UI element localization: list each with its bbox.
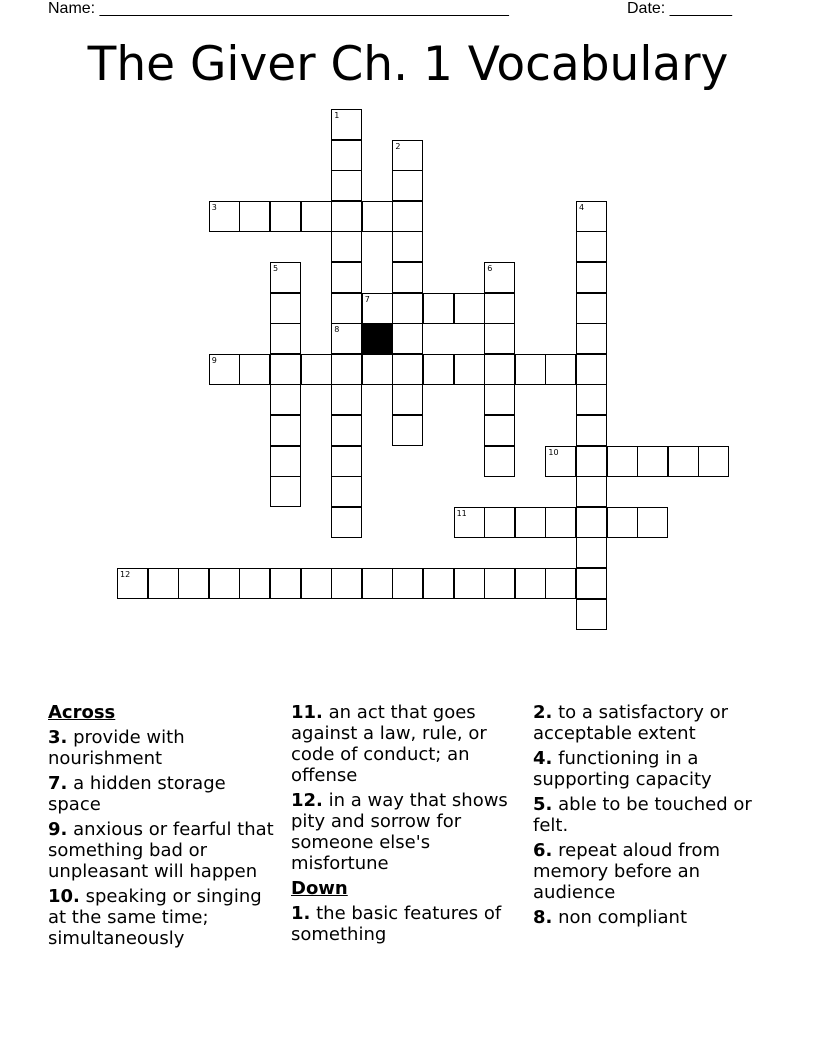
grid-cell[interactable] [270, 415, 301, 446]
grid-cell[interactable] [423, 293, 454, 324]
grid-cell[interactable] [576, 262, 607, 293]
grid-cell[interactable] [392, 568, 423, 599]
grid-cell[interactable] [392, 231, 423, 262]
clue-number-label: 3 [211, 202, 217, 212]
grid-cell[interactable] [576, 568, 607, 599]
clue-number-label: 10 [548, 447, 559, 457]
grid-cell[interactable] [545, 507, 576, 538]
grid-cell[interactable] [239, 354, 270, 385]
grid-cell[interactable] [270, 446, 301, 477]
down-heading: Down [291, 878, 348, 899]
grid-cell[interactable] [607, 446, 638, 477]
clue-text: a hidden storage space [48, 773, 226, 815]
clue-number-label: 9 [211, 355, 217, 365]
grid-cell[interactable] [545, 354, 576, 385]
clue-across-11 [291, 702, 521, 786]
clue-down-6 [533, 840, 768, 903]
black-square [362, 323, 393, 354]
clue-text: the basic features of something [291, 903, 502, 945]
grid-cell[interactable] [392, 323, 423, 354]
clue-column-2 [291, 702, 521, 949]
grid-cell[interactable] [392, 140, 423, 171]
grid-cell[interactable] [484, 415, 515, 446]
grid-cell[interactable] [484, 262, 515, 293]
clue-number-label: 11 [456, 508, 467, 518]
grid-cell[interactable] [331, 415, 362, 446]
clue-text: anxious or fearful that something bad or unpleasant will happen [48, 819, 274, 882]
grid-cell[interactable] [698, 446, 729, 477]
clue-number: 7. [48, 773, 68, 794]
clue-down-1 [291, 903, 521, 945]
grid-cell[interactable] [331, 140, 362, 171]
grid-cell[interactable] [239, 568, 270, 599]
grid-cell[interactable] [576, 384, 607, 415]
grid-cell[interactable] [576, 201, 607, 232]
grid-cell[interactable] [576, 446, 607, 477]
grid-cell[interactable] [576, 415, 607, 446]
clue-down-2 [533, 702, 768, 744]
grid-cell[interactable] [270, 568, 301, 599]
grid-cell[interactable] [392, 293, 423, 324]
grid-cell[interactable] [270, 384, 301, 415]
date-field-label[interactable]: Date: _______ [627, 0, 732, 17]
grid-cell[interactable] [392, 384, 423, 415]
grid-cell[interactable] [392, 415, 423, 446]
grid-cell[interactable] [484, 446, 515, 477]
clue-number-label: 2 [395, 141, 401, 151]
clue-down-8 [533, 907, 768, 928]
grid-cell[interactable] [270, 201, 301, 232]
grid-cell[interactable] [209, 354, 240, 385]
grid-cell[interactable] [454, 293, 485, 324]
clue-text: to a satisfactory or acceptable extent [533, 702, 729, 744]
clue-down-4 [533, 748, 768, 790]
clue-number: 12. [291, 790, 323, 811]
grid-cell[interactable] [484, 323, 515, 354]
grid-cell[interactable] [423, 354, 454, 385]
clue-number-label: 6 [487, 264, 493, 273]
grid-cell[interactable] [209, 201, 240, 232]
grid-cell[interactable] [392, 354, 423, 385]
grid-cell[interactable] [270, 476, 301, 507]
clue-across-3 [48, 727, 280, 769]
grid-cell[interactable] [301, 354, 332, 385]
grid-cell[interactable] [331, 354, 362, 385]
grid-cell[interactable] [576, 354, 607, 385]
grid-cell[interactable] [301, 201, 332, 232]
grid-cell[interactable] [454, 354, 485, 385]
grid-cell[interactable] [331, 231, 362, 262]
grid-cell[interactable] [331, 323, 362, 354]
grid-cell[interactable] [362, 293, 393, 324]
grid-cell[interactable] [454, 568, 485, 599]
grid-cell[interactable] [178, 568, 209, 599]
clue-text: repeat aloud from memory before an audience [533, 840, 720, 903]
grid-cell[interactable] [392, 201, 423, 232]
clue-number-label: 7 [364, 294, 370, 304]
grid-cell[interactable] [668, 446, 699, 477]
clue-text: functioning in a supporting capacity [533, 748, 712, 790]
clue-text: provide with nourishment [48, 727, 185, 769]
clue-text: an act that goes against a law, rule, or code of conduct; an offense [291, 702, 487, 786]
grid-cell[interactable] [484, 568, 515, 599]
clue-number: 5. [533, 794, 553, 815]
grid-cell[interactable] [484, 507, 515, 538]
grid-cell[interactable] [545, 568, 576, 599]
grid-cell[interactable] [515, 507, 546, 538]
clue-number: 8. [533, 907, 553, 928]
name-field-label[interactable]: Name: ______________________________________________ [48, 0, 509, 17]
clue-across-10 [48, 886, 280, 949]
across-heading: Across [48, 702, 116, 723]
grid-cell[interactable] [301, 568, 332, 599]
grid-cell[interactable] [576, 323, 607, 354]
grid-cell[interactable] [576, 599, 607, 630]
clue-text: speaking or singing at the same time; simultaneously [48, 886, 262, 949]
clue-number: 10. [48, 886, 80, 907]
clue-number-label: 1 [334, 111, 340, 120]
grid-cell[interactable] [331, 476, 362, 507]
clue-number: 9. [48, 819, 68, 840]
clue-number: 11. [291, 702, 323, 723]
grid-cell[interactable] [362, 354, 393, 385]
grid-cell[interactable] [576, 231, 607, 262]
grid-cell[interactable] [239, 201, 270, 232]
grid-cell[interactable] [331, 170, 362, 201]
grid-cell[interactable] [331, 568, 362, 599]
grid-cell[interactable] [576, 537, 607, 568]
grid-cell[interactable] [331, 446, 362, 477]
clue-number: 2. [533, 702, 553, 723]
clue-number: 1. [291, 903, 311, 924]
grid-cell[interactable] [545, 446, 576, 477]
clue-across-9 [48, 819, 280, 882]
grid-cell[interactable] [331, 293, 362, 324]
clue-text: non compliant [558, 907, 688, 928]
grid-cell[interactable] [454, 507, 485, 538]
grid-cell[interactable] [576, 293, 607, 324]
grid-cell[interactable] [331, 109, 362, 140]
grid-cell[interactable] [515, 568, 546, 599]
grid-cell[interactable] [117, 568, 148, 599]
grid-cell[interactable] [331, 384, 362, 415]
clue-number-label: 5 [273, 264, 279, 273]
page-title: The Giver Ch. 1 Vocabulary [87, 37, 729, 92]
grid-cell[interactable] [607, 507, 638, 538]
grid-cell[interactable] [392, 262, 423, 293]
grid-cell[interactable] [515, 354, 546, 385]
clue-number: 6. [533, 840, 553, 861]
grid-cell[interactable] [423, 568, 454, 599]
grid-cell[interactable] [576, 476, 607, 507]
clue-text: able to be touched or felt. [533, 794, 752, 836]
clue-number-label: 4 [579, 202, 585, 212]
clue-text: in a way that shows pity and sorrow for someone else's misfortune [291, 790, 508, 874]
grid-cell[interactable] [331, 201, 362, 232]
grid-cell[interactable] [484, 354, 515, 385]
clue-down-5 [533, 794, 768, 836]
clue-column-3 [533, 702, 768, 932]
grid-cell[interactable] [392, 170, 423, 201]
clue-across-7 [48, 773, 280, 815]
clue-number-label: 8 [334, 325, 340, 335]
clue-number-label: 12 [120, 570, 131, 579]
grid-cell[interactable] [331, 507, 362, 538]
grid-cell[interactable] [637, 446, 668, 477]
clue-across-12 [291, 790, 521, 874]
grid-cell[interactable] [362, 201, 393, 232]
clue-number: 4. [533, 748, 553, 769]
grid-cell[interactable] [270, 293, 301, 324]
grid-cell[interactable] [148, 568, 179, 599]
grid-cell[interactable] [270, 354, 301, 385]
clue-column-1 [48, 702, 280, 953]
grid-cell[interactable] [331, 262, 362, 293]
grid-cell[interactable] [209, 568, 240, 599]
grid-cell[interactable] [484, 384, 515, 415]
grid-cell[interactable] [637, 507, 668, 538]
grid-cell[interactable] [270, 323, 301, 354]
grid-cell[interactable] [484, 293, 515, 324]
clue-number: 3. [48, 727, 68, 748]
grid-cell[interactable] [270, 262, 301, 293]
grid-cell[interactable] [362, 568, 393, 599]
grid-cell[interactable] [576, 507, 607, 538]
